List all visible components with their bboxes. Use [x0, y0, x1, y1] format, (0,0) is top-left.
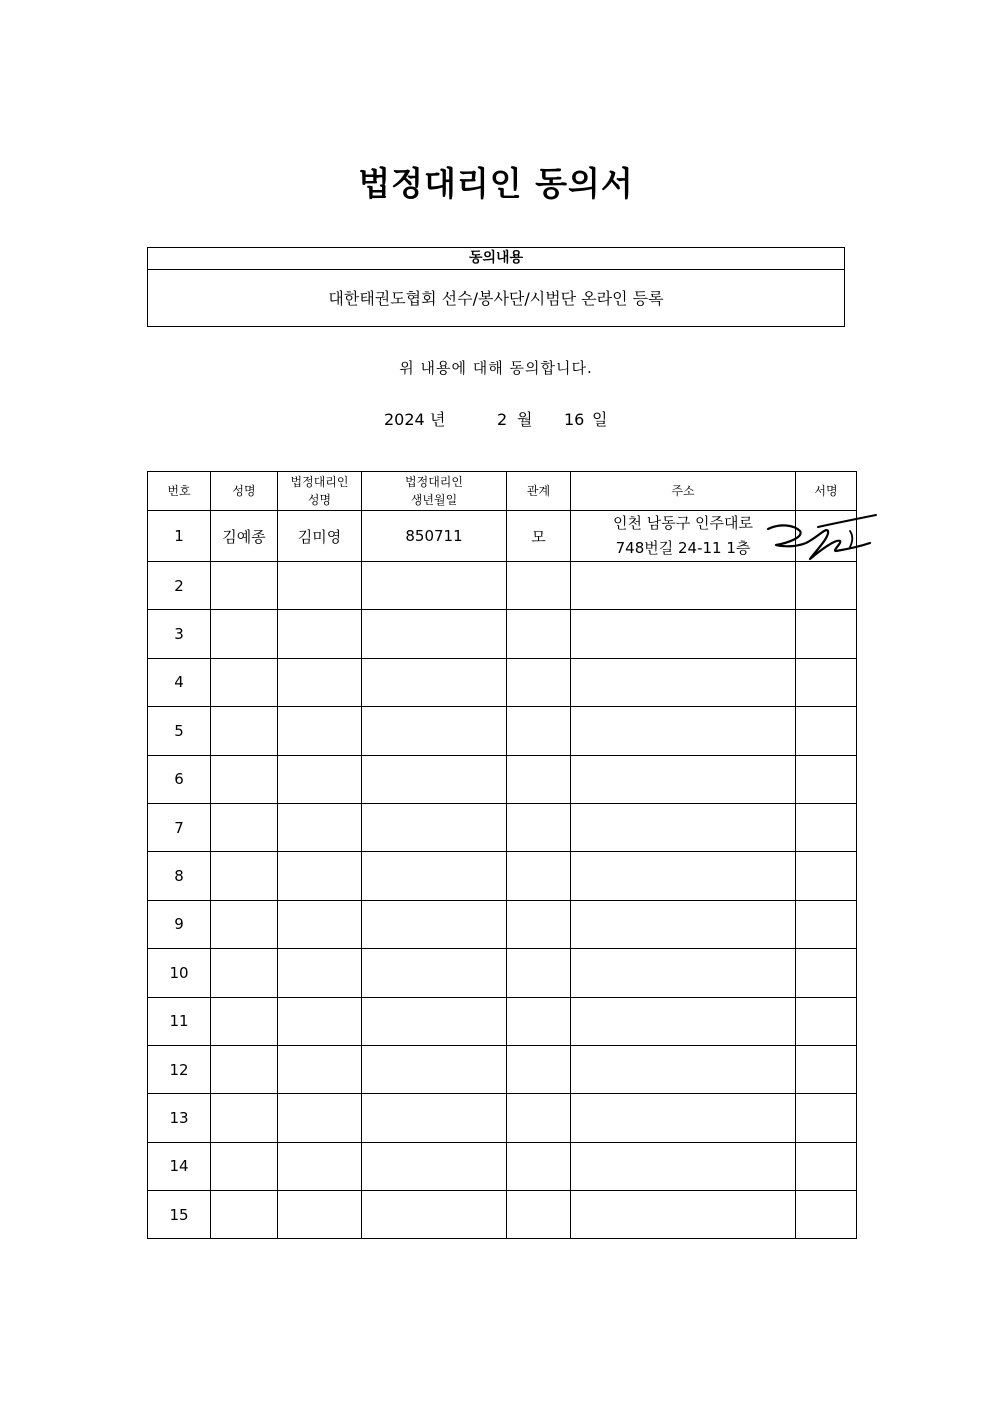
cell-guardian-birth	[362, 1142, 507, 1190]
cell-guardian-birth	[362, 1094, 507, 1142]
table-row	[148, 949, 857, 997]
table-row	[148, 658, 857, 706]
table-row	[148, 1094, 857, 1142]
cell-guardian-name	[278, 1191, 362, 1239]
cell-address	[571, 1191, 796, 1239]
consent-content: 대한태권도협회 선수/봉사단/시범단 온라인 등록	[328, 289, 664, 308]
cell-relation: 모	[507, 511, 571, 562]
cell-guardian-birth	[362, 562, 507, 610]
table-header-row	[148, 472, 857, 511]
cell-guardian-birth	[362, 997, 507, 1045]
cell-number: 3	[148, 610, 211, 658]
cell-signature	[796, 610, 857, 658]
cell-name	[211, 997, 278, 1045]
cell-guardian-name	[278, 562, 362, 610]
cell-relation	[507, 755, 571, 803]
cell-guardian-birth	[362, 658, 507, 706]
cell-signature	[796, 852, 857, 900]
cell-guardian-name	[278, 803, 362, 851]
date-day: 16	[564, 410, 585, 429]
cell-relation	[507, 803, 571, 851]
cell-guardian-name	[278, 658, 362, 706]
cell-number: 7	[148, 803, 211, 851]
table-row	[148, 803, 857, 851]
table-row	[148, 562, 857, 610]
cell-guardian-birth	[362, 900, 507, 948]
cell-name	[211, 1045, 278, 1093]
guardian-roster-table	[147, 471, 857, 1239]
cell-guardian-name	[278, 707, 362, 755]
agreement-statement: 위 내용에 대해 동의합니다.	[399, 359, 593, 377]
cell-signature	[796, 511, 857, 562]
cell-name	[211, 900, 278, 948]
cell-guardian-name	[278, 755, 362, 803]
cell-name	[211, 658, 278, 706]
cell-number: 9	[148, 900, 211, 948]
date-month: 2	[497, 410, 508, 429]
cell-guardian-birth	[362, 755, 507, 803]
cell-relation	[507, 900, 571, 948]
cell-address	[571, 1045, 796, 1093]
cell-relation	[507, 1045, 571, 1093]
cell-number: 10	[148, 949, 211, 997]
cell-signature	[796, 755, 857, 803]
cell-name	[211, 610, 278, 658]
header-guardian-birth-line1: 법정대리인	[405, 475, 463, 489]
header-guardian-name-line2: 성명	[307, 493, 332, 507]
table-row	[148, 1191, 857, 1239]
cell-relation	[507, 1094, 571, 1142]
handwritten-signature	[766, 513, 878, 565]
cell-guardian-name	[278, 997, 362, 1045]
cell-number: 15	[148, 1191, 211, 1239]
cell-guardian-birth	[362, 707, 507, 755]
cell-number: 4	[148, 658, 211, 706]
cell-address	[571, 610, 796, 658]
cell-signature	[796, 1142, 857, 1190]
cell-address	[571, 803, 796, 851]
cell-number: 6	[148, 755, 211, 803]
cell-address	[571, 997, 796, 1045]
date-year-label: 년	[430, 410, 446, 429]
cell-relation	[507, 707, 571, 755]
header-guardian-birth	[362, 472, 507, 511]
cell-signature	[796, 1045, 857, 1093]
cell-number: 12	[148, 1045, 211, 1093]
cell-relation	[507, 852, 571, 900]
cell-address	[571, 658, 796, 706]
cell-guardian-birth: 850711	[362, 511, 507, 562]
cell-relation	[507, 1191, 571, 1239]
cell-guardian-name: 김미영	[278, 511, 362, 562]
cell-guardian-name	[278, 852, 362, 900]
cell-guardian-birth	[362, 610, 507, 658]
cell-name	[211, 707, 278, 755]
cell-relation	[507, 658, 571, 706]
consent-box	[147, 247, 845, 327]
table-row	[148, 610, 857, 658]
cell-name	[211, 1191, 278, 1239]
cell-name	[211, 1094, 278, 1142]
cell-number: 2	[148, 562, 211, 610]
cell-relation	[507, 610, 571, 658]
cell-name	[211, 562, 278, 610]
cell-address	[571, 707, 796, 755]
header-name: 성명	[211, 472, 278, 511]
cell-number: 8	[148, 852, 211, 900]
cell-guardian-name	[278, 1045, 362, 1093]
cell-address	[571, 900, 796, 948]
cell-signature	[796, 900, 857, 948]
cell-guardian-name	[278, 1142, 362, 1190]
header-guardian-name	[278, 472, 362, 511]
cell-guardian-birth	[362, 949, 507, 997]
cell-guardian-name	[278, 610, 362, 658]
cell-name	[211, 755, 278, 803]
cell-name	[211, 949, 278, 997]
cell-guardian-birth	[362, 803, 507, 851]
table-row	[148, 1142, 857, 1190]
address-line-1: 인천 남동구 인주대로	[613, 514, 753, 532]
cell-signature	[796, 562, 857, 610]
cell-signature	[796, 658, 857, 706]
cell-guardian-name	[278, 900, 362, 948]
header-relation: 관계	[507, 472, 571, 511]
cell-number: 1	[148, 511, 211, 562]
cell-signature	[796, 997, 857, 1045]
cell-address	[571, 949, 796, 997]
document-title: 법정대리인 동의서	[358, 164, 634, 203]
cell-guardian-birth	[362, 852, 507, 900]
header-number: 번호	[148, 472, 211, 511]
cell-number: 13	[148, 1094, 211, 1142]
cell-number: 11	[148, 997, 211, 1045]
cell-name	[211, 852, 278, 900]
cell-name	[211, 803, 278, 851]
cell-address	[571, 852, 796, 900]
cell-name	[211, 1142, 278, 1190]
cell-relation	[507, 562, 571, 610]
table-row	[148, 511, 857, 562]
consent-header: 동의내용	[148, 248, 844, 270]
cell-name: 김예종	[211, 511, 278, 562]
cell-relation	[507, 949, 571, 997]
cell-signature	[796, 1191, 857, 1239]
table-row	[148, 900, 857, 948]
cell-address	[571, 511, 796, 562]
cell-signature	[796, 1094, 857, 1142]
header-guardian-birth-line2: 생년월일	[410, 493, 458, 507]
table-row	[148, 1045, 857, 1093]
address-line-2: 748번길 24-11 1층	[615, 539, 751, 557]
cell-guardian-birth	[362, 1045, 507, 1093]
table-row	[148, 997, 857, 1045]
cell-guardian-birth	[362, 1191, 507, 1239]
header-address: 주소	[571, 472, 796, 511]
header-signature: 서명	[796, 472, 857, 511]
cell-number: 5	[148, 707, 211, 755]
cell-guardian-name	[278, 1094, 362, 1142]
cell-relation	[507, 1142, 571, 1190]
cell-relation	[507, 997, 571, 1045]
table-row	[148, 755, 857, 803]
cell-number: 14	[148, 1142, 211, 1190]
date-year: 2024	[384, 410, 425, 429]
cell-address	[571, 562, 796, 610]
cell-address	[571, 1142, 796, 1190]
cell-signature	[796, 707, 857, 755]
cell-address	[571, 1094, 796, 1142]
date-day-label: 일	[592, 410, 608, 429]
cell-guardian-name	[278, 949, 362, 997]
cell-signature	[796, 803, 857, 851]
header-guardian-name-line1: 법정대리인	[290, 475, 349, 489]
cell-address	[571, 755, 796, 803]
table-row	[148, 852, 857, 900]
cell-signature	[796, 949, 857, 997]
table-row	[148, 707, 857, 755]
date-month-label: 월	[517, 410, 533, 429]
